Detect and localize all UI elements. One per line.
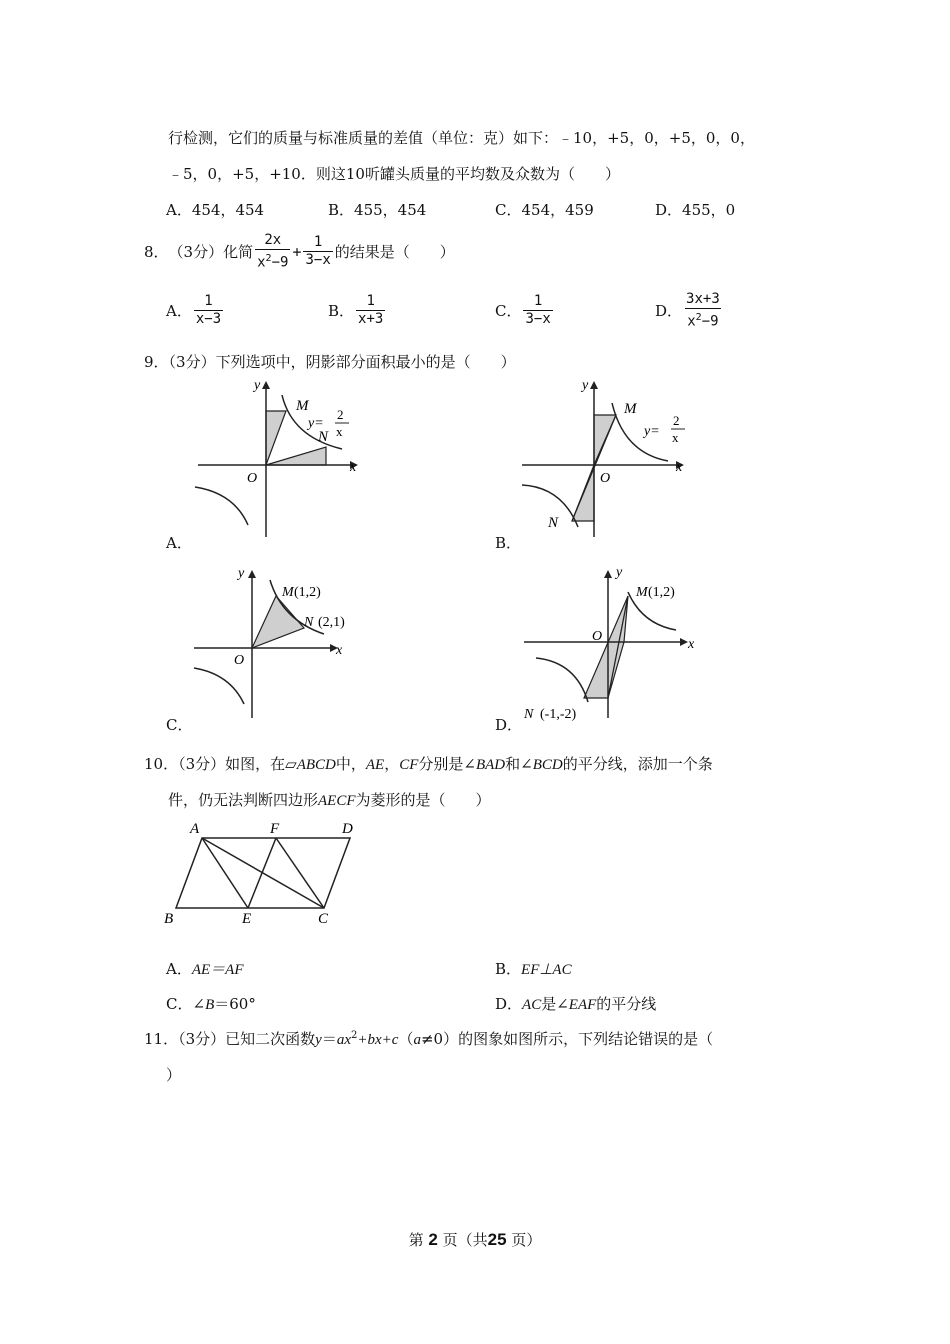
q8-option-c: C． $\frac{1}{3-x}$ — [495, 293, 551, 327]
q9d-n-label: N — [524, 707, 534, 722]
q9b-origin-label: O — [600, 471, 611, 486]
q9c-n-label: N — [304, 615, 314, 630]
q9c-shaded-triangle — [252, 596, 304, 648]
q10-label-b: B — [164, 911, 174, 927]
q9c-x-label: x — [336, 643, 343, 658]
q11-stem-line2: ） — [166, 1066, 182, 1084]
q9a-y-label: y — [254, 378, 261, 393]
q9b-m-label: M — [624, 401, 637, 417]
q8-prefix: 化简 — [223, 243, 254, 262]
q9a-curve-q3 — [195, 487, 248, 525]
q9d-m-coord: (1,2) — [648, 585, 675, 600]
q8-plus: + — [292, 242, 302, 261]
q9a-m-label: M — [296, 398, 309, 414]
q10-option-d: D．AC是∠EAF的平分线 — [495, 995, 657, 1013]
q10-option-c: C．∠B＝60° — [166, 995, 256, 1013]
q10-label-a: A — [190, 821, 200, 837]
q8-stem — [144, 232, 455, 272]
q10-line-fe — [248, 838, 276, 908]
q7-text-line2: ﹣5，0，+5，+10．则这10听罐头质量的平均数及众数为（ ） — [168, 165, 620, 183]
q9d-x-label: x — [688, 637, 695, 652]
q10-line-ae — [202, 838, 248, 908]
page-total: 25 — [487, 1230, 507, 1249]
page-number: 2 — [428, 1230, 438, 1249]
q10-line-ac — [202, 838, 324, 908]
q9a-shaded-triangle-n — [266, 447, 326, 465]
q9-option-a-label: A． — [166, 534, 192, 552]
q9-option-b-label: B． — [495, 534, 522, 552]
q9-graph-a — [190, 375, 370, 540]
q9c-n-coord: (2,1) — [318, 615, 345, 630]
q9c-origin-label: O — [234, 653, 245, 668]
q9a-eq-den: x — [336, 424, 343, 439]
q9a-eq-num: 2 — [337, 407, 344, 422]
q9d-curve-q3 — [536, 658, 588, 702]
q7-option-d: D．455，0 — [655, 201, 736, 219]
q9b-eq-prefix: y= — [644, 424, 660, 439]
q10-label-e: E — [242, 911, 252, 927]
q8-number: 8． — [144, 243, 169, 262]
q11-stem-line1: 11．（3分）已知二次函数$y=ax^2+bx+c(a\ne 0)$的图象如图所示，下列结论错误的是（ — [144, 1030, 714, 1048]
q9b-eq-num: 2 — [673, 413, 680, 428]
q9-option-d-label: D． — [495, 716, 523, 734]
q8-option-d: D． $\frac{3x+3}{x^2-9}$ — [655, 291, 720, 330]
q9a-eq-prefix: y= — [308, 416, 324, 431]
q10-option-b: B．EF⊥AC — [495, 960, 572, 978]
q8-fraction-2: $\frac{1}{3-x}$ — [305, 234, 331, 269]
q10-option-a: A．AE＝AF — [166, 960, 244, 978]
q10-stem-line2: 件，仍无法判断四边形AECF为菱形的是（ ） — [168, 791, 491, 809]
q9a-shaded-triangle-m — [266, 411, 286, 465]
q9b-n-label: N — [548, 515, 559, 531]
q9d-y-label: y — [616, 565, 623, 580]
q9a-origin-label: O — [247, 471, 258, 486]
q10-stem-line1: 10．（3分）如图，在▱ABCD中，AE，CF分别是∠BAD和∠BCD的平分线，添加一个条 — [144, 755, 713, 773]
q9c-m-label: M — [282, 585, 294, 600]
q9a-n-label: N — [318, 429, 329, 445]
q10-label-d: D — [342, 821, 353, 837]
q7-option-a: A．454，454 — [166, 201, 265, 219]
q9d-origin-label: O — [592, 629, 603, 644]
q7-text-line1: 行检测，它们的质量与标准质量的差值（单位：克）如下：﹣10，+5，0，+5，0，0， — [168, 129, 755, 147]
q10-label-f: F — [270, 821, 280, 837]
q9b-eq-den: x — [672, 430, 679, 445]
q7-option-c: C．454，459 — [495, 201, 594, 219]
q9d-m-label: M — [636, 585, 648, 600]
q8-fraction-1: $\frac{2x}{x^2-9}$ — [257, 232, 289, 271]
q8-option-a: A． $\frac{1}{x-3}$ — [166, 293, 222, 327]
q9-graph-b — [518, 375, 698, 540]
page-footer: 第 2 页（共25 页） — [408, 1230, 542, 1249]
q10-line-fc — [276, 838, 324, 908]
q7-option-b: B．455，454 — [328, 201, 427, 219]
q10-parallelogram-figure — [160, 818, 370, 928]
q9-stem: 9．（3分）下列选项中，阴影部分面积最小的是（ ） — [144, 353, 516, 371]
q9-graph-c — [190, 562, 370, 722]
q9b-y-label: y — [582, 378, 589, 393]
q10-label-c: C — [318, 911, 329, 927]
q9-option-c-label: C． — [166, 716, 193, 734]
q8-option-b: B． $\frac{1}{x+3}$ — [328, 293, 384, 327]
q9a-x-label: x — [350, 460, 357, 475]
q9c-m-coord: (1,2) — [294, 585, 321, 600]
q9b-x-label: x — [676, 460, 683, 475]
q8-suffix: 的结果是（ ） — [334, 243, 455, 262]
q9d-n-coord: (-1,-2) — [540, 707, 577, 722]
q9-graph-d — [520, 562, 700, 722]
q9c-y-label: y — [238, 566, 245, 581]
q8-score: （3分） — [168, 243, 224, 262]
q9c-curve-q3 — [194, 668, 244, 704]
